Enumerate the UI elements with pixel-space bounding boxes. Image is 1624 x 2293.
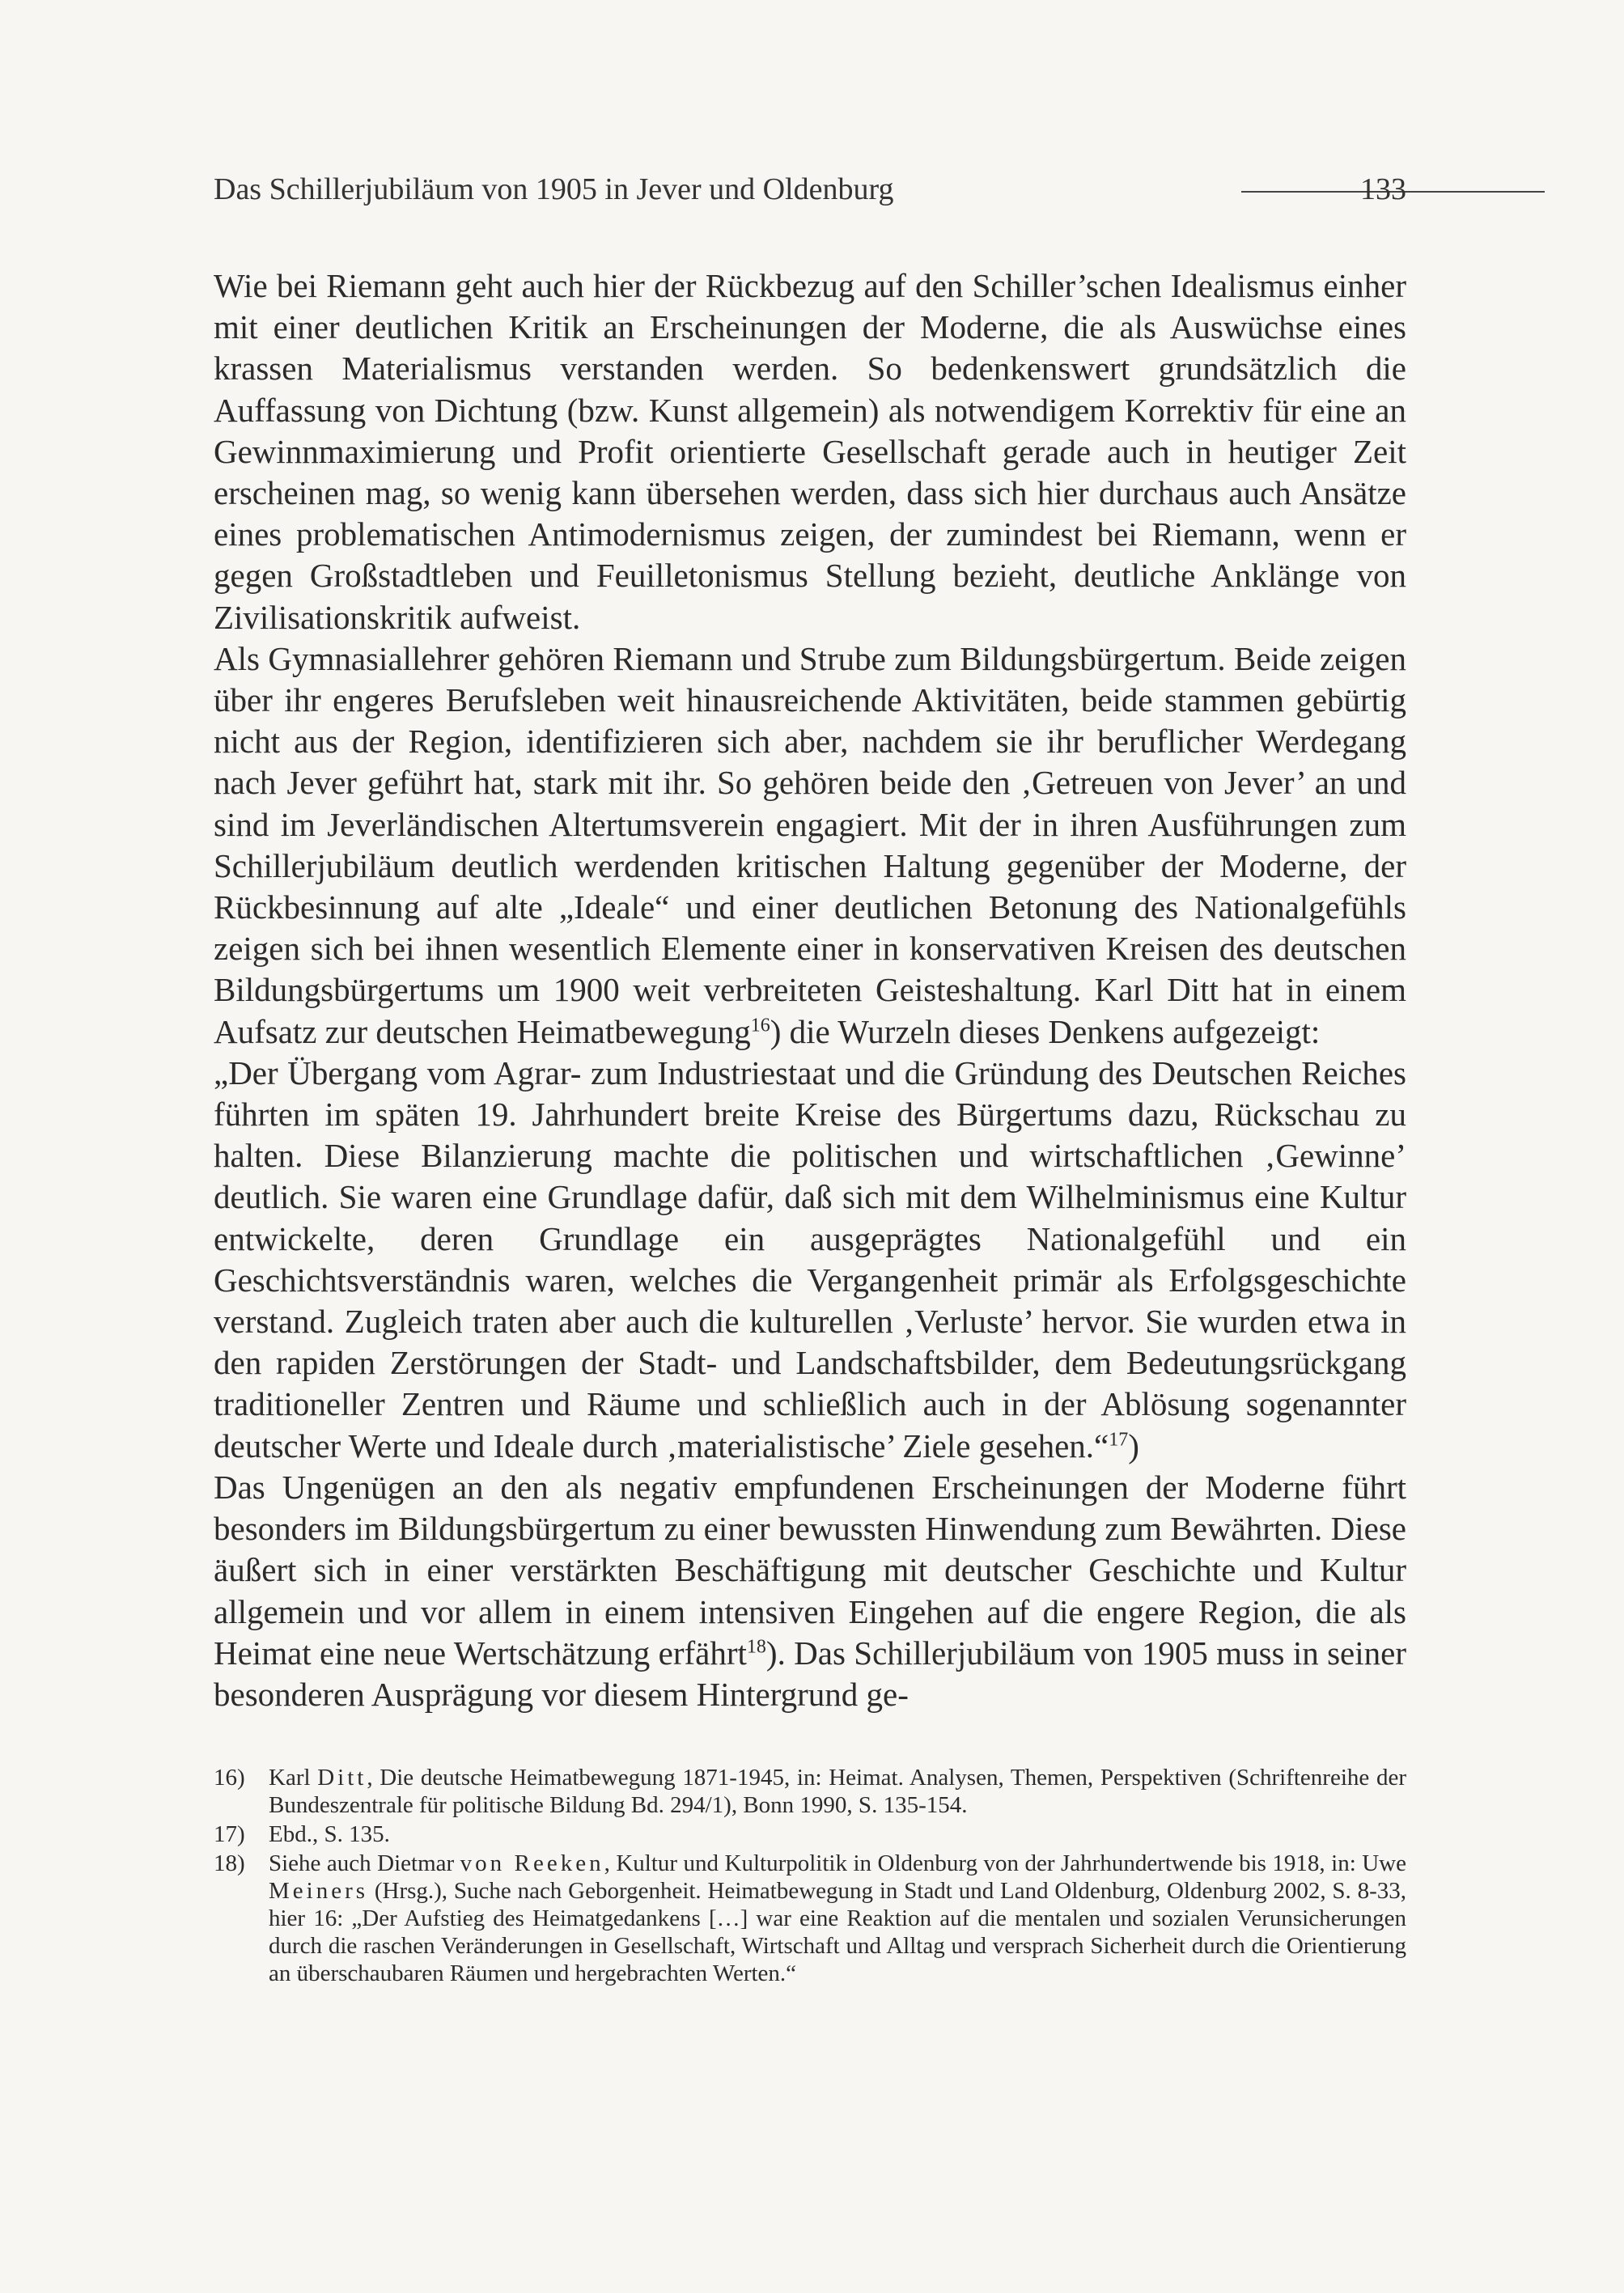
paragraph-4 — [214, 1467, 1406, 1715]
paragraph-4-text: Das Ungenügen an den als negativ empfundenen Erscheinungen der Moderne führt besonders im Bildungsbürgertum zu einer bewussten Hinwendung zum Bewährten. Diese äußert sich in einer verstärkten Beschäftigung mit deutscher Geschichte und Kultur allgemein und vor allem in einem intensiven Eingehen auf die engere Region, die als Heimat eine neue Wertschätzung erfährt — [214, 1468, 1406, 1672]
footnotes — [214, 1764, 1406, 1989]
footnote-text: (Hrsg.), Suche nach Geborgenheit. Heimatbewegung in Stadt und Land Oldenburg, Oldenburg 2002, S. 8-33, hier 16: „Der Aufstieg des Heimatgedankens […] war eine Reaktion auf die mentalen und sozialen Verunsicherungen durch die raschen Veränderungen in Gesellschaft, Wirtschaft und Alltag und versprach Sicherheit durch die Orientierung an überschaubaren Räumen und hergebrachten Werten.“ — [269, 1878, 1406, 1986]
footnote-number: 17) — [214, 1821, 245, 1847]
paragraph-3-text: „Der Übergang vom Agrar- zum Industriestaat und die Gründung des Deutschen Reiches führten im späten 19. Jahrhundert breite Kreise des Bürgertums dazu, Rückschau zu halten. Diese Bilanzierung machte die politischen und wirtschaftlichen ‚Gewinne’ deutlich. Sie waren eine Grundlage dafür, daß sich mit dem Wilhelminismus eine Kultur entwickelte, deren Grundlage ein ausgeprägtes Nationalgefühl und ein Geschichtsverständnis waren, welches die Vergangenheit primär als Erfolgsgeschichte verstand. Zugleich traten aber auch die kulturellen ‚Verluste’ hervor. Sie wurden etwa in den rapiden Zerstörungen der Stadt- und Landschaftsbilder, dem Bedeutungsrückgang traditioneller Zentren und Räume und schließlich auch in der Ablösung sogenannter deutscher Werte und Ideale durch ‚materialistische’ Ziele gesehen.“ — [214, 1053, 1406, 1464]
paragraph-2-text: Als Gymnasiallehrer gehören Riemann und Strube zum Bildungsbürgertum. Beide zeigen über ihr engeres Berufsleben weit hinausreichende Aktivitäten, beide stammen gebürtig nicht aus der Region, identifizieren sich aber, nachdem sie ihr beruflicher Werdegang nach Jever geführt hat, stark mit ihr. So gehören beide den ‚Getreuen von Jever’ an und sind im Jeverländischen Altertumsverein engagiert. Mit der in ihren Ausführungen zum Schillerjubiläum deutlich werdenden kritischen Haltung gegenüber der Moderne, der Rückbesinnung auf alte „Ideale“ und einer deutlichen Betonung des Nationalgefühls zeigen sich bei ihnen wesentlich Elemente einer in konservativen Kreisen des deutschen Bildungsbürgertums um 1900 weit verbreiteten Geisteshaltung. Karl Ditt hat in einem Aufsatz zur deutschen Heimatbewegung — [214, 639, 1406, 1050]
running-head — [214, 165, 1406, 214]
paragraph-1: Wie bei Riemann geht auch hier der Rückbezug auf den Schiller’schen Idealismus einher mit einer deutlichen Kritik an Erscheinungen der Moderne, die als Auswüchse eines krassen Materialismus verstanden werden. So bedenkenswert grundsätzlich die Auffassung von Dichtung (bzw. Kunst allgemein) als notwendigem Korrektiv für eine an Gewinnmaximierung und Profit orientierte Gesellschaft gerade auch in heutiger Zeit erscheinen mag, so wenig kann übersehen werden, dass sich hier durchaus auch Ansätze eines problematischen Antimodernismus zeigen, der zumindest bei Riemann, wenn er gegen Großstadtleben und Feuilletonismus Stellung bezieht, deutliche Anklänge von Zivilisationskritik aufweist. — [214, 267, 1406, 636]
page-number: 133 — [1360, 172, 1406, 206]
footnote-ref-18: 18 — [746, 1636, 766, 1658]
footnote-ref-16: 16 — [750, 1015, 770, 1036]
paragraph-2-end: ) die Wurzeln dieses Denkens aufgezeigt: — [770, 1012, 1321, 1050]
paragraph-3-quote — [214, 1053, 1406, 1467]
paragraph-3-end: ) — [1128, 1426, 1139, 1464]
paragraph-2 — [214, 638, 1406, 1053]
footnote-text: , Die deutsche Heimatbewegung 1871-1945, in: Heimat. Analysen, Themen, Perspektiven (Schriftenreihe der Bundeszentrale für politische Bildung Bd. 294/1), Bonn 1990, S. 135-154. — [269, 1765, 1406, 1818]
footnote-text: Siehe auch Dietmar — [269, 1850, 460, 1876]
footnote-text: Ebd., S. 135. — [269, 1821, 390, 1847]
author-name: Ditt — [317, 1765, 367, 1791]
author-name: Meiners — [269, 1878, 369, 1904]
running-head-title: Das Schillerjubiläum von 1905 in Jever und Oldenburg — [214, 172, 894, 206]
footnote-18 — [214, 1850, 1406, 1987]
footnote-number: 16) — [214, 1765, 245, 1791]
body-text — [214, 265, 1406, 1715]
footnote-ref-17: 17 — [1109, 1429, 1129, 1451]
footnote-text: Karl — [269, 1765, 318, 1791]
footnote-16 — [214, 1764, 1406, 1819]
footnote-17 — [214, 1820, 1406, 1848]
author-name: von Reeken — [460, 1850, 604, 1876]
paragraph-4-end: ). Das Schillerjubiläum von 1905 muss in seiner besonderen Ausprägung vor diesem Hintergrund ge- — [214, 1634, 1406, 1713]
footnote-text: , Kultur und Kulturpolitik in Oldenburg von der Jahrhundertwende bis 1918, in: Uwe — [604, 1850, 1406, 1876]
footnote-number: 18) — [214, 1850, 245, 1876]
